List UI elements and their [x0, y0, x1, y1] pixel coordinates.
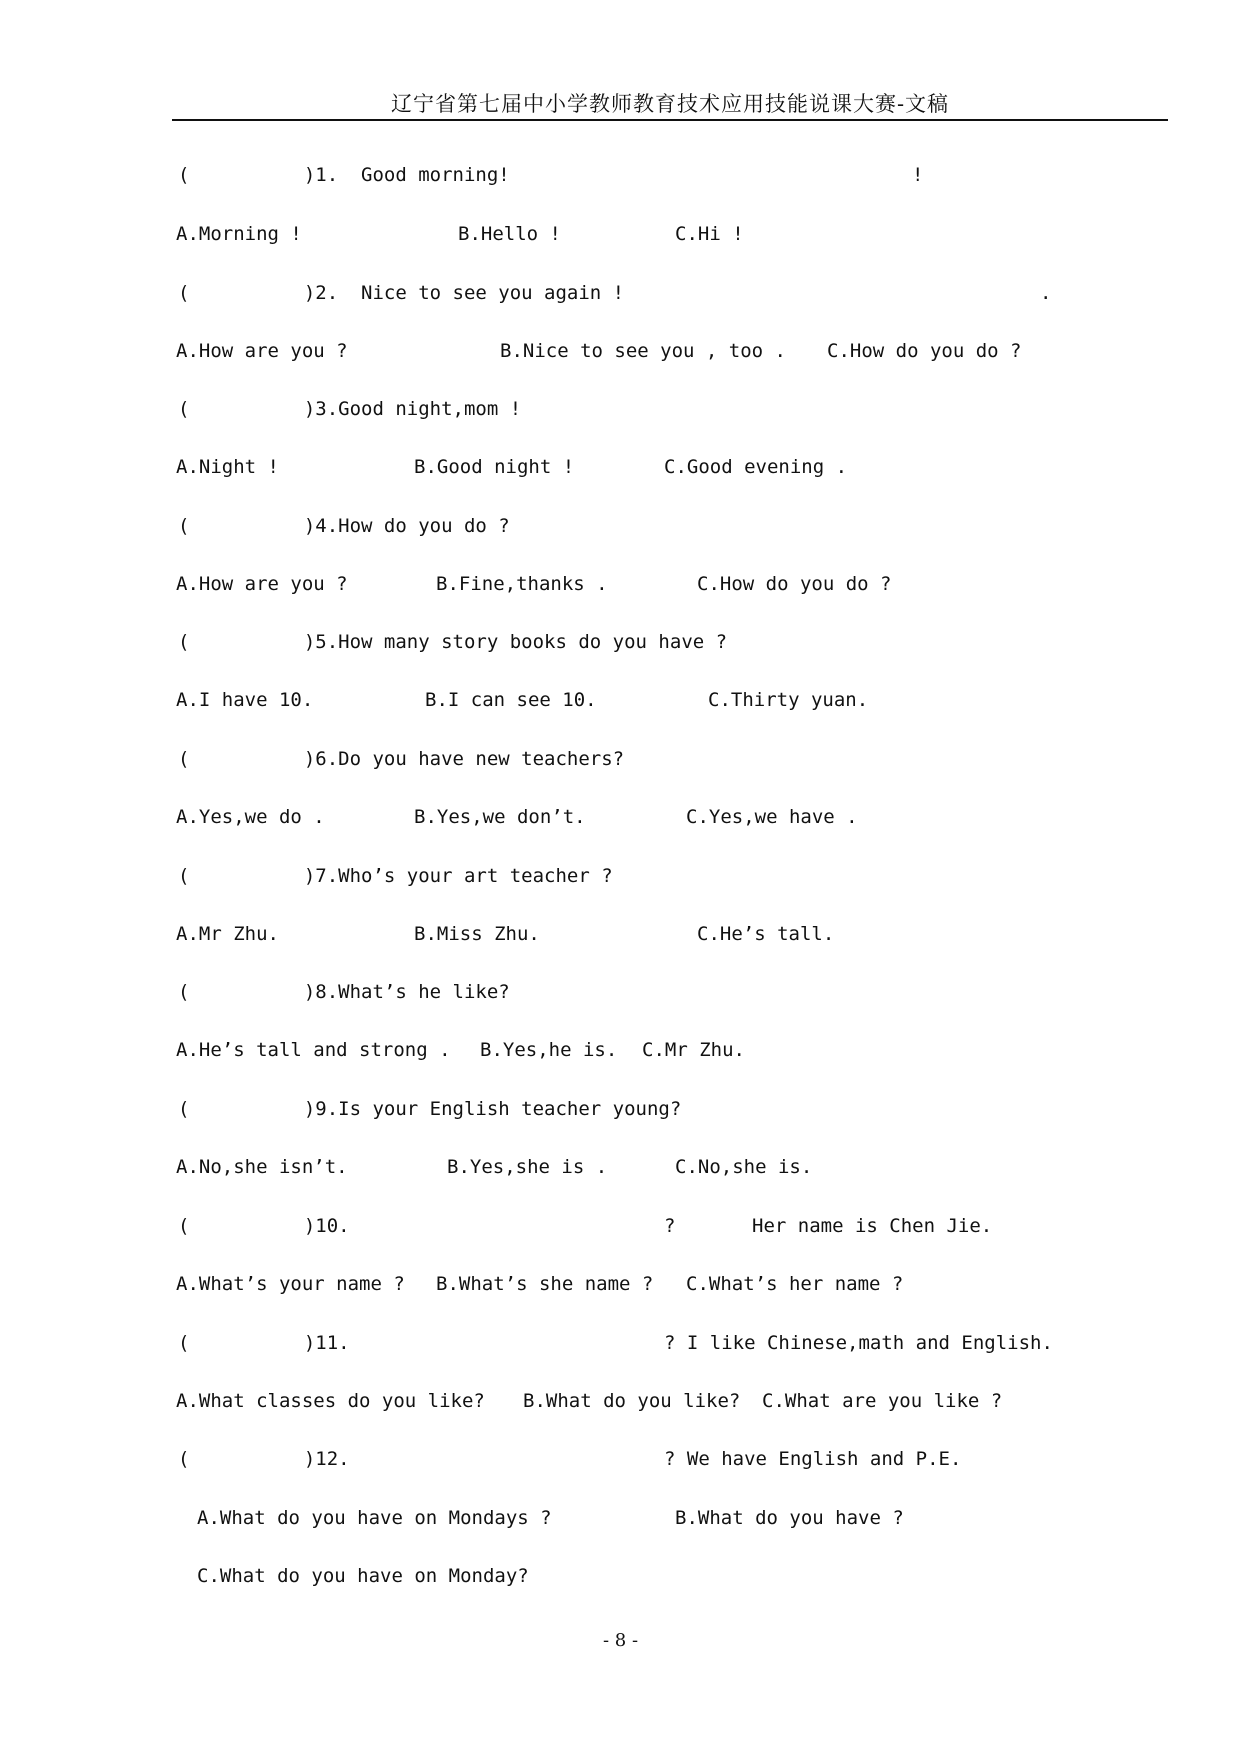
question-5-stem: ( )5.How many story books do you have ? [178, 631, 728, 653]
question-10-option-b: B.What’s she name ? [436, 1273, 654, 1295]
question-8-option-a: A.He’s tall and strong . [176, 1039, 451, 1061]
question-12-answer: ? We have English and P.E. [664, 1448, 962, 1470]
question-1-stem: ( )1. Good morning! [178, 164, 510, 186]
question-11-option-b: B.What do you like? [523, 1390, 741, 1412]
question-9-option-a: A.No,she isn’t. [176, 1156, 348, 1178]
question-2-blank-mark: . [1040, 282, 1052, 304]
question-12-option-c: C.What do you have on Monday? [197, 1565, 529, 1587]
question-3-stem: ( )3.Good night,mom ! [178, 398, 522, 420]
question-1-option-c: C.Hi ! [675, 223, 744, 245]
question-1-option-a: A.Morning ! [176, 223, 302, 245]
page-number: - 8 - [602, 1630, 639, 1651]
question-8-stem: ( )8.What’s he like? [178, 981, 510, 1003]
question-3-option-b: B.Good night ! [414, 456, 575, 478]
question-9-option-b: B.Yes,she is . [447, 1156, 608, 1178]
question-7-option-c: C.He’s tall. [697, 923, 835, 945]
question-6-option-c: C.Yes,we have . [686, 806, 858, 828]
question-2-stem: ( )2. Nice to see you again ! [178, 282, 625, 304]
question-11-option-a: A.What classes do you like? [176, 1390, 485, 1412]
question-7-stem: ( )7.Who’s your art teacher ? [178, 865, 613, 887]
question-12-option-a: A.What do you have on Mondays ? [197, 1507, 552, 1529]
question-1-option-b: B.Hello ! [458, 223, 561, 245]
question-11-stem: ( )11. [178, 1332, 350, 1354]
question-7-option-b: B.Miss Zhu. [414, 923, 540, 945]
question-8-option-b: B.Yes,he is. [480, 1039, 618, 1061]
question-3-option-a: A.Night ! [176, 456, 279, 478]
question-4-option-c: C.How do you do ? [697, 573, 892, 595]
question-9-stem: ( )9.Is your English teacher young? [178, 1098, 682, 1120]
question-10-option-c: C.What’s her name ? [686, 1273, 904, 1295]
question-3-option-c: C.Good evening . [664, 456, 848, 478]
question-4-option-b: B.Fine,thanks . [436, 573, 608, 595]
question-2-option-a: A.How are you ? [176, 340, 348, 362]
question-5-option-b: B.I can see 10. [425, 689, 597, 711]
question-5-option-c: C.Thirty yuan. [708, 689, 869, 711]
question-2-option-b: B.Nice to see you , too . [500, 340, 786, 362]
question-4-stem: ( )4.How do you do ? [178, 515, 510, 537]
document-header-title: 辽宁省第七届中小学教师教育技术应用技能说课大赛-文稿 [390, 92, 950, 116]
question-10-stem: ( )10. [178, 1215, 350, 1237]
question-10-answer: Her name is Chen Jie. [752, 1215, 993, 1237]
question-10-option-a: A.What’s your name ? [176, 1273, 405, 1295]
question-6-option-a: A.Yes,we do . [176, 806, 325, 828]
question-12-option-b: B.What do you have ? [675, 1507, 904, 1529]
question-6-stem: ( )6.Do you have new teachers? [178, 748, 625, 770]
question-8-option-c: C.Mr Zhu. [642, 1039, 745, 1061]
question-1-blank-mark: ! [912, 164, 924, 186]
header-divider [172, 119, 1168, 121]
question-11-option-c: C.What are you like ? [762, 1390, 1003, 1412]
question-7-option-a: A.Mr Zhu. [176, 923, 279, 945]
question-12-stem: ( )12. [178, 1448, 350, 1470]
question-2-option-c: C.How do you do ? [827, 340, 1022, 362]
question-4-option-a: A.How are you ? [176, 573, 348, 595]
question-5-option-a: A.I have 10. [176, 689, 314, 711]
question-6-option-b: B.Yes,we don’t. [414, 806, 586, 828]
question-9-option-c: C.No,she is. [675, 1156, 813, 1178]
question-11-answer: ? I like Chinese,math and English. [664, 1332, 1053, 1354]
question-10-blank-mark: ? [664, 1215, 676, 1237]
